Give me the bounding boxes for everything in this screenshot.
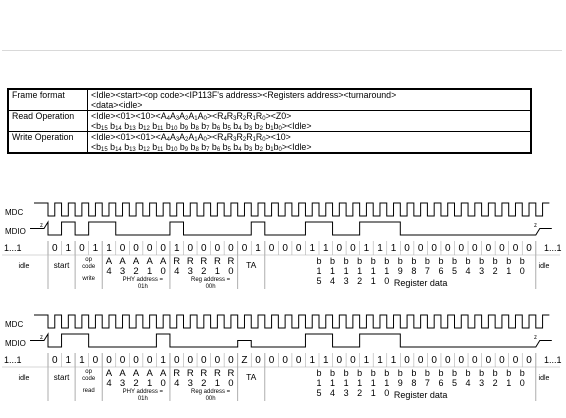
data-bit-units: 5 [451, 266, 458, 276]
z-state-label-right: z [534, 223, 537, 229]
reg-addr-letter: R [227, 256, 235, 267]
bit-value: 0 [444, 355, 451, 366]
bit-value: 1 [255, 243, 261, 254]
data-bit-units: 2 [357, 276, 363, 286]
bit-value: 0 [51, 243, 58, 254]
data-bit-tens: 1 [384, 378, 390, 388]
reg-addr-letter: R [200, 256, 208, 267]
reg-address-label: Reg address = 00h [190, 277, 231, 290]
reg-addr-letter: R [213, 368, 221, 379]
data-bit-units: 7 [424, 378, 430, 388]
row-line-1: <Idle><start><op code><IP113F's address><Registers address><turnaround> [91, 90, 397, 100]
bit-value: Z [241, 355, 248, 366]
data-bit-letter: b [370, 368, 376, 378]
field-label-op-type: write [82, 276, 95, 282]
data-bit-units: 4 [330, 276, 336, 286]
data-bit-units: 6 [438, 266, 444, 276]
phy-addr-letter: A [160, 256, 167, 267]
reg-addr-letter: R [200, 368, 208, 379]
data-bit-letter: b [316, 368, 322, 378]
reg-addr-letter: R [173, 368, 181, 379]
bit-value: 0 [160, 243, 166, 254]
reg-addr-letter: R [186, 368, 194, 379]
reg-addr-letter: R [227, 368, 235, 379]
bit-value: 0 [512, 243, 519, 254]
data-bit-tens: 1 [316, 266, 322, 276]
data-bit-units: 4 [465, 266, 471, 276]
data-bit-tens: 1 [370, 378, 376, 388]
bit-value: 0 [526, 355, 532, 366]
data-bit-letter: b [384, 368, 390, 378]
bit-value: 0 [526, 243, 532, 254]
data-bit-units: 7 [424, 266, 430, 276]
phy-address-label: PHY address = 01h [122, 277, 164, 290]
bit-value: 0 [133, 355, 139, 366]
phy-addr-letter: A [105, 368, 113, 379]
mdc-clock-waveform [34, 203, 549, 216]
bit-value: 0 [92, 355, 99, 366]
data-bit-letter: b [357, 368, 363, 378]
data-bit-letter: b [479, 368, 485, 378]
row-line-1: $<Idle><01><01><A_4A_3A_2A_1A_0><R_4R_3R_2R_1R_0><10>$ [91, 132, 291, 143]
mdio-label: MDIO [5, 227, 26, 236]
phy-addr-digit: 1 [146, 266, 153, 277]
bit-value: 0 [51, 355, 58, 366]
field-label-idle-right: idle [538, 375, 550, 382]
bit-value: 0 [417, 243, 424, 254]
data-bit-tens: 1 [384, 266, 390, 276]
bit-value: 0 [79, 243, 85, 254]
bit-value: 0 [241, 243, 248, 254]
bit-value: 0 [336, 355, 343, 366]
bit-value: 0 [268, 355, 275, 366]
data-bit-letter: b [397, 256, 403, 266]
row-label: Read Operation [8, 111, 88, 132]
data-bit-letter: b [330, 368, 336, 378]
z-state-label-right: z [534, 335, 537, 341]
bit-value: 1 [79, 355, 85, 366]
reg-addr-letter: R [173, 256, 181, 267]
bit-value: 1 [390, 355, 397, 366]
register-data-label: Register data [393, 390, 448, 400]
data-bit-tens: 1 [316, 378, 322, 388]
bit-value: 0 [350, 243, 356, 254]
phy-addr-digit: 0 [160, 378, 166, 389]
phy-addr-letter: A [105, 256, 113, 267]
bit-value: 1 [106, 243, 112, 254]
field-label-idle-left: idle [18, 263, 30, 270]
bit-value: 0 [255, 355, 261, 366]
data-bit-letter: b [316, 256, 322, 266]
data-bit-tens: 1 [330, 378, 336, 388]
phy-addr-letter: A [132, 256, 140, 267]
field-label-start: start [53, 261, 70, 270]
bit-value: 0 [295, 355, 302, 366]
z-state-label-left: z [40, 223, 43, 229]
bit-value: 1 [363, 243, 370, 254]
reg-addr-digit: 0 [228, 266, 234, 277]
bit-value: 0 [146, 355, 153, 366]
bit-value: 0 [458, 355, 465, 366]
data-bit-tens: 1 [357, 378, 363, 388]
reg-addr-digit: 1 [214, 266, 221, 277]
reg-address-label: Reg address = 00h [190, 389, 231, 402]
data-bit-units: 3 [479, 378, 485, 388]
data-bit-units: 4 [330, 388, 336, 398]
field-label-op-type: read [82, 388, 95, 394]
reg-addr-digit: 4 [174, 266, 180, 277]
bit-value: 0 [404, 355, 410, 366]
data-bit-letter: b [330, 256, 336, 266]
bit-value: 0 [431, 355, 437, 366]
bit-value: 0 [119, 243, 126, 254]
bit-value: 1 [377, 243, 383, 254]
data-bit-units: 0 [519, 266, 525, 276]
data-bit-units: 2 [492, 266, 498, 276]
field-label-idle-right: idle [538, 263, 550, 270]
bit-value: 0 [499, 355, 505, 366]
mdio-data-waveform [30, 222, 552, 235]
bit-value: 0 [350, 355, 356, 366]
idle-right-value: 1...1 [544, 355, 562, 365]
data-bit-letter: b [343, 256, 349, 266]
bit-value: 1 [363, 355, 370, 366]
mdio-label: MDIO [5, 339, 26, 348]
phy-addr-letter: A [132, 368, 140, 379]
data-bit-letter: b [384, 256, 390, 266]
bit-value: 1 [309, 355, 316, 366]
bit-value: 0 [404, 243, 410, 254]
mdc-clock-waveform [34, 315, 549, 328]
data-bit-units: 9 [397, 266, 403, 276]
data-bit-letter: b [506, 368, 512, 378]
data-bit-units: 6 [438, 378, 444, 388]
data-bit-units: 5 [316, 388, 322, 398]
data-bit-letter: b [397, 368, 403, 378]
data-bit-letter: b [370, 256, 376, 266]
bit-value: 0 [268, 243, 275, 254]
data-bit-units: 2 [492, 378, 498, 388]
mdc-label: MDC [5, 320, 24, 329]
data-bit-letter: b [411, 368, 417, 378]
bit-value: 0 [417, 355, 424, 366]
bit-value: 0 [146, 243, 153, 254]
bit-value: 0 [485, 355, 492, 366]
phy-addr-digit: 3 [119, 378, 126, 389]
data-bit-letter: b [343, 368, 349, 378]
reg-addr-digit: 1 [214, 378, 221, 389]
bit-value: 1 [309, 243, 316, 254]
reg-addr-digit: 2 [201, 378, 207, 389]
data-bit-units: 2 [357, 388, 363, 398]
phy-addr-digit: 1 [146, 378, 153, 389]
phy-address-label: PHY address = 01h [122, 389, 164, 402]
bit-value: 1 [322, 355, 329, 366]
bit-value: 1 [92, 243, 99, 254]
data-bit-letter: b [506, 256, 512, 266]
bit-value: 0 [472, 243, 478, 254]
bit-value: 0 [458, 243, 465, 254]
row-line-2: <data><idle> [91, 100, 143, 110]
bit-value: 0 [472, 355, 478, 366]
bit-value: 1 [173, 243, 180, 254]
data-bit-letter: b [438, 256, 444, 266]
idle-right-value: 1...1 [544, 243, 562, 253]
data-bit-letter: b [492, 368, 498, 378]
bit-value: 0 [119, 355, 126, 366]
bit-value: 0 [282, 355, 288, 366]
phy-addr-digit: 4 [106, 378, 112, 389]
reg-addr-digit: 3 [187, 378, 193, 389]
phy-addr-letter: A [160, 368, 167, 379]
bit-value: 0 [201, 243, 207, 254]
data-bit-units: 1 [370, 276, 376, 286]
data-bit-units: 3 [343, 276, 349, 286]
reg-addr-digit: 3 [187, 266, 193, 277]
data-bit-units: 5 [451, 378, 458, 388]
bit-value: 1 [390, 243, 397, 254]
phy-addr-digit: 2 [133, 266, 139, 277]
data-bit-units: 4 [465, 378, 471, 388]
data-bit-letter: b [424, 368, 430, 378]
data-bit-units: 9 [397, 378, 403, 388]
bit-value: 0 [106, 355, 112, 366]
bit-value: 0 [228, 355, 234, 366]
data-bit-units: 0 [384, 388, 390, 398]
bit-value: 1 [65, 355, 72, 366]
data-bit-tens: 1 [330, 266, 336, 276]
data-bit-units: 3 [479, 266, 485, 276]
bit-value: 0 [512, 355, 519, 366]
data-bit-letter: b [492, 256, 498, 266]
data-bit-letter: b [451, 368, 458, 378]
data-bit-letter: b [479, 256, 485, 266]
reg-addr-digit: 2 [201, 266, 207, 277]
bit-value: 0 [499, 243, 505, 254]
phy-addr-letter: A [119, 368, 126, 379]
data-bit-letter: b [424, 256, 430, 266]
phy-addr-digit: 0 [160, 266, 166, 277]
reg-addr-digit: 0 [228, 378, 234, 389]
data-bit-tens: 1 [370, 266, 376, 276]
reg-addr-digit: 4 [174, 378, 180, 389]
bit-value: 1 [65, 243, 72, 254]
bit-value: 1 [322, 243, 329, 254]
bit-value: 0 [187, 243, 194, 254]
bit-value: 0 [214, 355, 221, 366]
idle-left-value: 1...1 [4, 243, 22, 253]
data-bit-tens: 1 [343, 378, 349, 388]
phy-addr-letter: A [146, 368, 153, 379]
bit-value: 0 [228, 243, 234, 254]
data-bit-letter: b [411, 256, 417, 266]
data-bit-units: 0 [519, 378, 525, 388]
bit-value: 0 [201, 355, 207, 366]
phy-addr-digit: 4 [106, 266, 112, 277]
z-state-label-left: z [40, 335, 43, 341]
mdc-label: MDC [5, 208, 24, 217]
data-bit-letter: b [438, 368, 444, 378]
data-bit-units: 5 [316, 276, 322, 286]
field-label-op-code: op code [82, 257, 96, 270]
field-label-op-code: op code [82, 369, 96, 382]
bit-value: 0 [336, 243, 343, 254]
row-label: Write Operation [8, 132, 88, 154]
bit-value: 0 [444, 243, 451, 254]
register-data-label: Register data [393, 278, 448, 288]
data-bit-letter: b [451, 256, 458, 266]
row-label: Frame format [8, 89, 88, 111]
data-bit-tens: 1 [343, 266, 349, 276]
data-bit-letter: b [519, 368, 525, 378]
data-bit-letter: b [465, 256, 471, 266]
data-bit-letter: b [357, 256, 363, 266]
phy-addr-letter: A [119, 256, 126, 267]
data-bit-letter: b [465, 368, 471, 378]
idle-left-value: 1...1 [4, 355, 22, 365]
bit-value: 1 [377, 355, 383, 366]
data-bit-units: 1 [506, 378, 512, 388]
row-line-1: $<Idle><01><10><A_4A_3A_2A_1A_0><R_4R_3R_2R_1R_0><Z0>$ [91, 111, 292, 122]
bit-value: 0 [431, 243, 437, 254]
data-bit-units: 3 [343, 388, 349, 398]
data-bit-units: 8 [411, 378, 417, 388]
phy-addr-letter: A [146, 256, 153, 267]
mdio-data-waveform [30, 334, 552, 347]
row-line-2: $<b_{15}$ $b_{14}$ $b_{13}$ $b_{12}$ $b_{11}$ $b_{10}$ $b_9$ $b_8$ $b_7$ $b_6$ $b_5$ $b_4$ $b_3$ $b_2$ $b_1b_0><Idle>$ [91, 142, 312, 153]
field-label-start: start [53, 373, 70, 382]
data-bit-letter: b [519, 256, 525, 266]
reg-addr-letter: R [213, 256, 221, 267]
bit-value: 0 [282, 243, 288, 254]
bit-value: 0 [295, 243, 302, 254]
phy-addr-digit: 2 [133, 378, 139, 389]
field-label-idle-left: idle [18, 375, 30, 382]
bit-value: 0 [187, 355, 194, 366]
data-bit-units: 8 [411, 266, 417, 276]
data-bit-units: 1 [506, 266, 512, 276]
data-bit-units: 0 [384, 276, 390, 286]
field-label-ta: TA [246, 260, 257, 270]
data-bit-tens: 1 [357, 266, 363, 276]
bit-value: 0 [485, 243, 492, 254]
bit-value: 1 [160, 355, 166, 366]
row-line-2: $<b_{15}$ $b_{14}$ $b_{13}$ $b_{12}$ $b_{11}$ $b_{10}$ $b_9$ $b_8$ $b_7$ $b_6$ $b_5$ $b_4$ $b_3$ $b_2$ $b_1b_0><Idle>$ [91, 121, 312, 132]
data-bit-units: 1 [370, 388, 376, 398]
bit-value: 0 [214, 243, 221, 254]
bit-value: 0 [173, 355, 180, 366]
field-label-ta: TA [246, 372, 257, 382]
bit-value: 0 [133, 243, 139, 254]
reg-addr-letter: R [186, 256, 194, 267]
phy-addr-digit: 3 [119, 266, 126, 277]
